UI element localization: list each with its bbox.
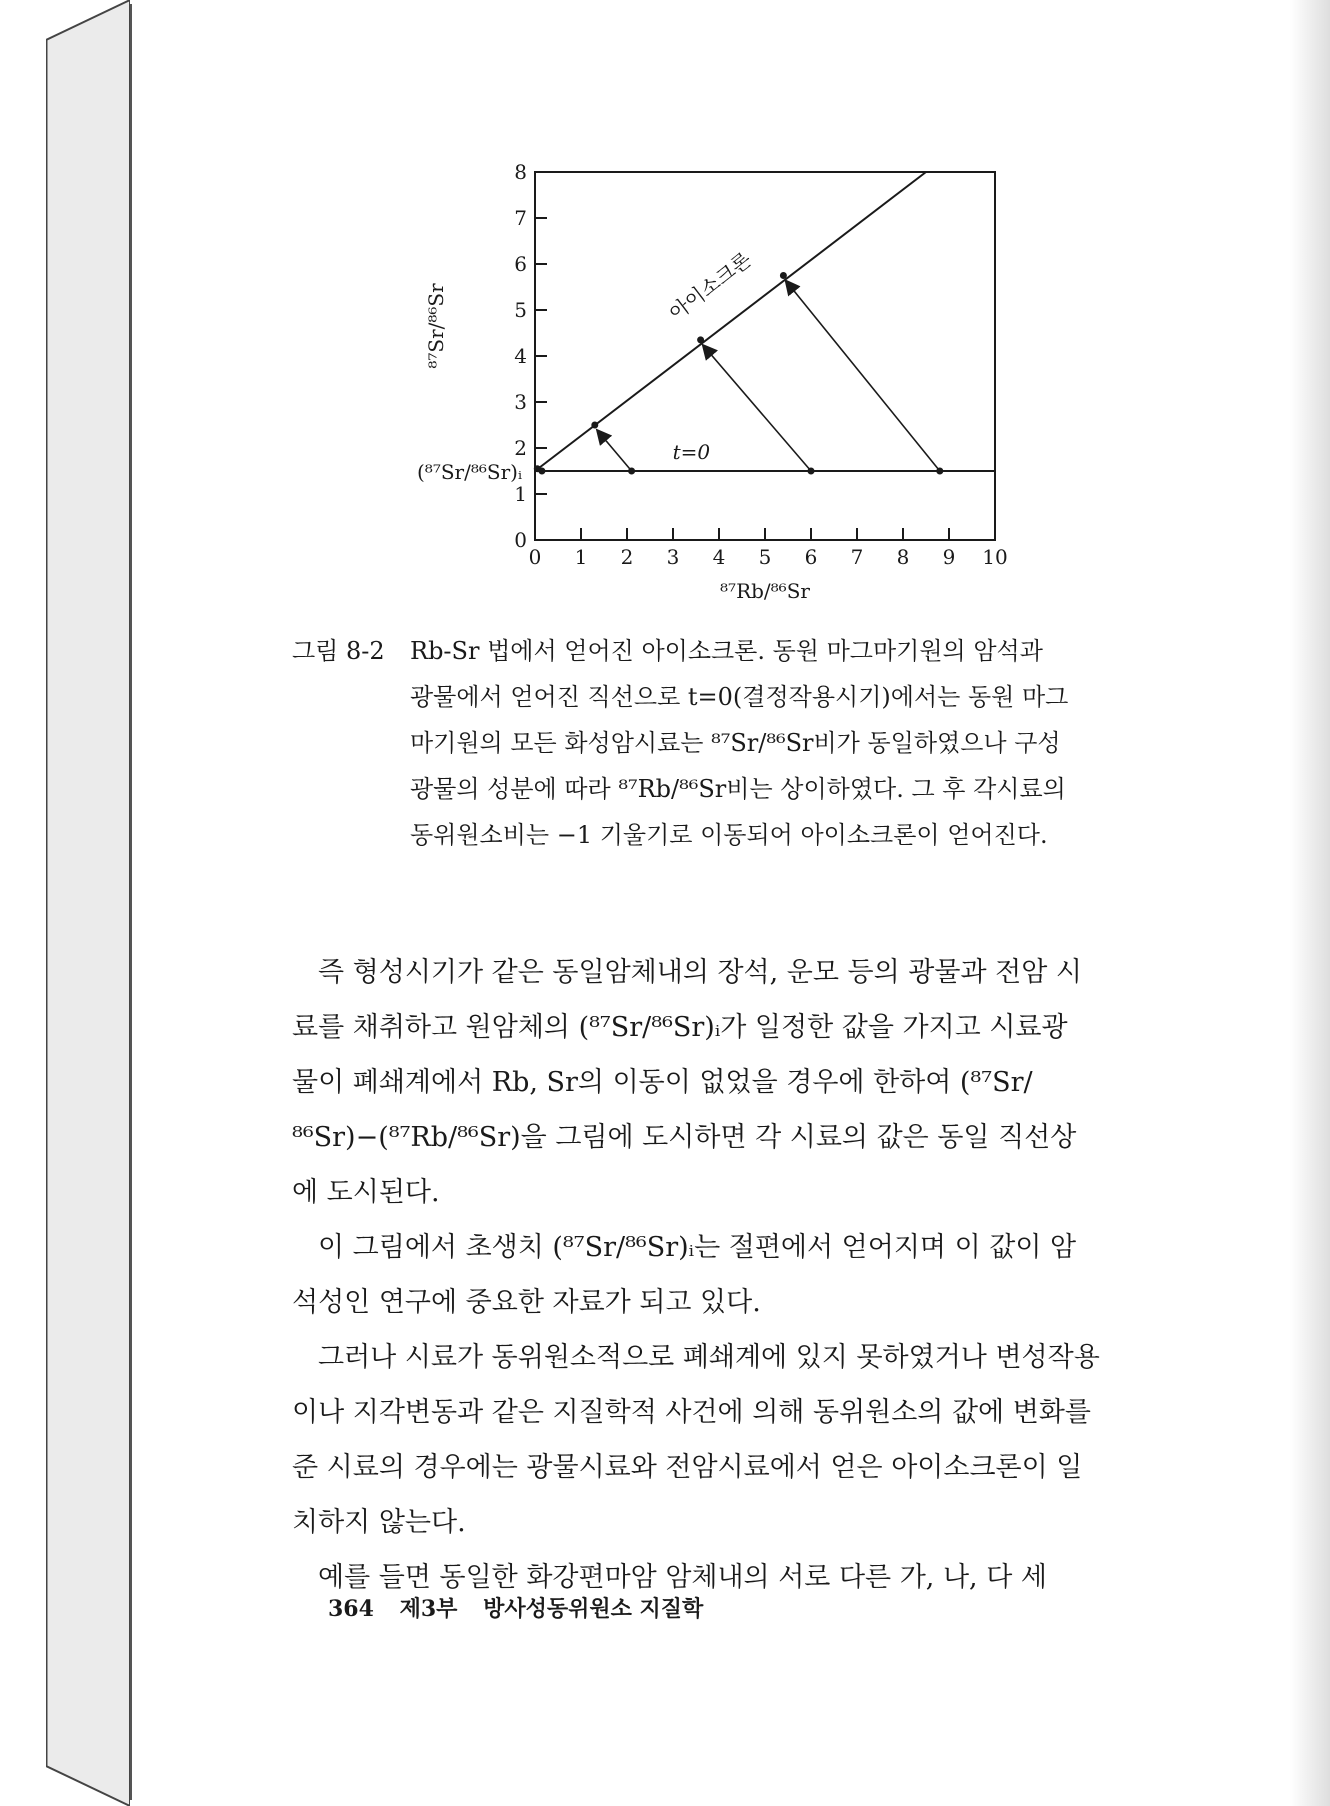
evolution-arrow	[704, 346, 811, 471]
figure-label: 그림 8-2	[292, 637, 385, 665]
part-label: 제3부	[399, 1596, 458, 1622]
body-line: 물이 폐쇄계에서 Rb, Sr의 이동이 없었을 경우에 한하여 (⁸⁷Sr/	[292, 1067, 1033, 1098]
data-point	[591, 422, 598, 429]
body-line: ⁸⁶Sr)−(⁸⁷Rb/⁸⁶Sr)을 그림에 도시하면 각 시료의 값은 동일 직선상	[292, 1122, 1077, 1153]
y-tick-label: 2	[514, 436, 527, 460]
isochron-chart	[415, 150, 1015, 610]
caption-line: 광물의 성분에 따라 ⁸⁷Rb/⁸⁶Sr비는 상이하였다. 그 후 각시료의	[410, 775, 1066, 803]
caption-line: 마기원의 모든 화성암시료는 ⁸⁷Sr/⁸⁶Sr비가 동일하였으나 구성	[410, 729, 1061, 757]
body-line: 치하지 않는다.	[292, 1507, 466, 1538]
x-tick-label: 0	[528, 545, 542, 569]
y-tick-label: 4	[514, 344, 527, 368]
y-intercept-label: (⁸⁷Sr/⁸⁶Sr)ᵢ	[417, 460, 522, 484]
body-line: 이나 지각변동과 같은 지질학적 사건에 의해 동위원소의 값에 변화를	[292, 1397, 1091, 1428]
data-point	[534, 465, 541, 472]
data-point	[697, 336, 704, 343]
body-line: 료를 채취하고 원암체의 (⁸⁷Sr/⁸⁶Sr)ᵢ가 일정한 값을 가지고 시료광	[292, 1012, 1068, 1043]
caption-line: 광물에서 얻어진 직선으로 t=0(결정작용시기)에서는 동원 마그	[410, 683, 1069, 711]
data-point	[780, 272, 787, 279]
body-line: 이 그림에서 초생치 (⁸⁷Sr/⁸⁶Sr)ᵢ는 절편에서 얻어지며 이 값이 암	[318, 1232, 1077, 1263]
section-title: 방사성동위원소 지질학	[483, 1596, 704, 1622]
body-line: 에 도시된다.	[292, 1177, 440, 1208]
y-tick-label: 8	[514, 160, 527, 184]
body-line: 그러나 시료가 동위원소적으로 폐쇄계에 있지 못하였거나 변성작용	[318, 1342, 1100, 1373]
y-tick-label: 0	[514, 528, 527, 552]
x-tick-label: 7	[850, 545, 864, 569]
x-tick-label: 1	[574, 545, 588, 569]
evolution-arrow	[598, 431, 632, 471]
data-point	[628, 468, 635, 475]
body-line: 예를 들면 동일한 화강편마암 암체내의 서로 다른 가, 나, 다 세	[318, 1562, 1047, 1593]
x-tick-label: 8	[896, 545, 910, 569]
x-tick-label: 5	[758, 545, 772, 569]
page-edge-shadow	[1290, 0, 1330, 1806]
evolution-arrow	[786, 282, 939, 472]
body-line: 즉 형성시기가 같은 동일암체내의 장석, 운모 등의 광물과 전암 시	[318, 957, 1082, 988]
data-point	[808, 468, 815, 475]
x-tick-label: 2	[620, 545, 634, 569]
y-tick-label: 3	[514, 390, 527, 414]
body-line: 석성인 연구에 중요한 자료가 되고 있다.	[292, 1287, 761, 1318]
figure-caption-text	[410, 628, 1150, 858]
caption-line: Rb-Sr 법에서 얻어진 아이소크론. 동원 마그마기원의 암석과	[410, 637, 1043, 665]
x-axis-label: ⁸⁷Rb/⁸⁶Sr	[720, 579, 810, 603]
x-tick-label: 10	[982, 545, 1008, 569]
y-tick-label: 7	[514, 206, 527, 230]
plot-frame	[535, 172, 995, 540]
x-tick-label: 9	[942, 545, 956, 569]
x-tick-label: 4	[712, 545, 726, 569]
page-footer	[328, 1592, 721, 1623]
book-edge	[46, 0, 130, 1806]
caption-line: 동위원소비는 −1 기울기로 이동되어 아이소크론이 얻어진다.	[410, 821, 1048, 849]
body-line: 준 시료의 경우에는 광물시료와 전암시료에서 얻은 아이소크론이 일	[292, 1452, 1083, 1483]
y-tick-label: 6	[514, 252, 527, 276]
data-point	[936, 468, 943, 475]
y-tick-label: 1	[514, 482, 527, 506]
y-axis-label: ⁸⁷Sr/⁸⁶Sr	[424, 283, 448, 369]
page-number: 364	[328, 1596, 374, 1622]
x-tick-label: 3	[666, 545, 680, 569]
y-tick-label: 5	[514, 298, 527, 322]
t0-label: t=0	[672, 440, 711, 464]
isochron-label: 아이소크론	[664, 247, 756, 325]
x-tick-label: 6	[804, 545, 818, 569]
